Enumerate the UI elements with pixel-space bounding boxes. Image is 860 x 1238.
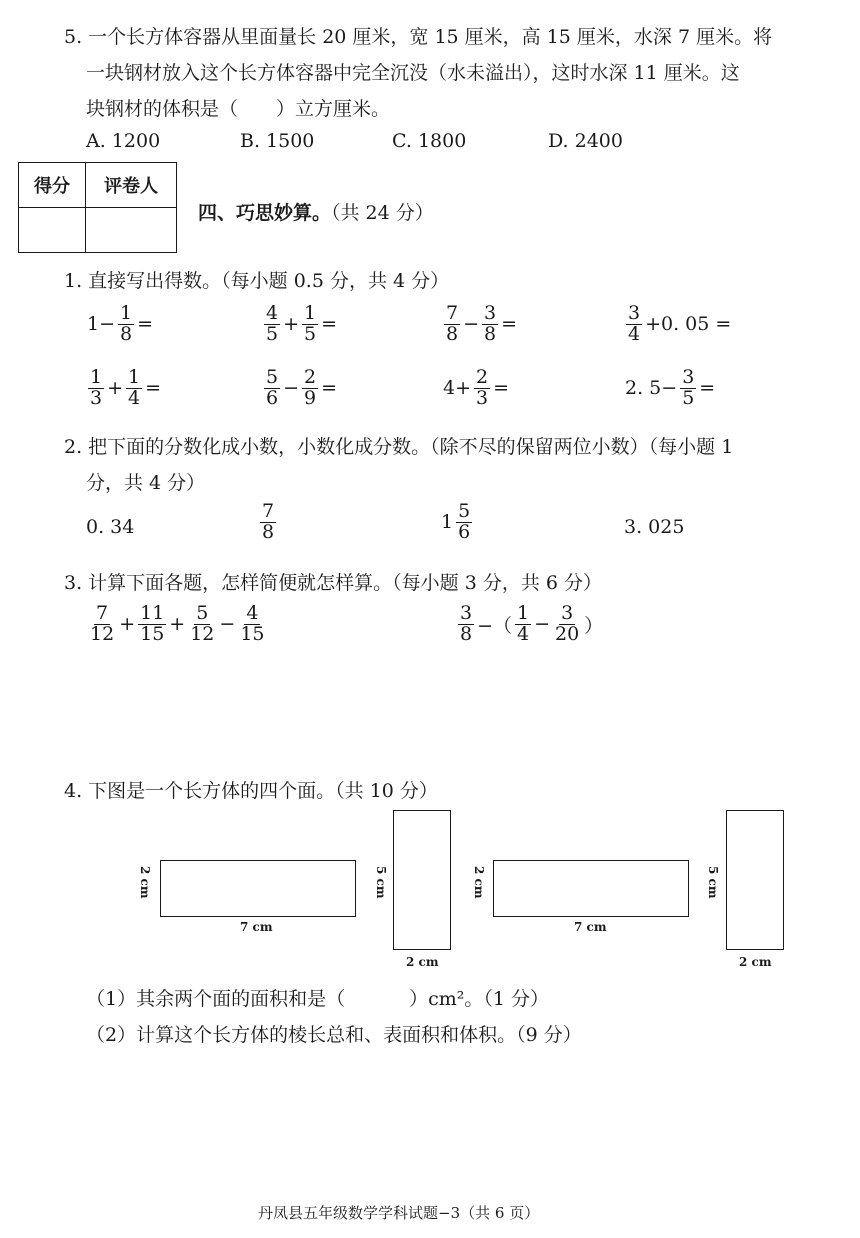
face4-height-label: 5 cm bbox=[706, 866, 720, 899]
p2-item-d: 3. 025 bbox=[624, 516, 685, 538]
q5-option-c: C. 1800 bbox=[392, 130, 467, 152]
p3-expr-2: $\frac{3}{8}$ −（ $\frac{1}{4}$ − $\frac{3}{20}$ ） bbox=[460, 602, 604, 645]
face3-height-label: 2 cm bbox=[472, 866, 486, 899]
grader-cell[interactable] bbox=[86, 208, 177, 253]
p1-item-8: 2. 5− $\frac{3}{5}$ = bbox=[625, 366, 716, 409]
p4-sub2: （2）计算这个长方体的棱长总和、表面积和体积。（9 分） bbox=[86, 1024, 582, 1046]
q5-line3: 块钢材的体积是（ ）立方厘米。 bbox=[86, 98, 391, 120]
p3-expr-1: $\frac{7}{12}$ + $\frac{11}{15}$ + $\frac{5}{12}$ − $\frac{4}{15}$ bbox=[90, 602, 265, 645]
p2-title-line1: 2. 把下面的分数化成小数，小数化成分数。（除不尽的保留两位小数）（每小题 1 bbox=[64, 436, 734, 458]
p2-item-c: 1 $\frac{5}{6}$ bbox=[441, 500, 471, 543]
p1-item-2: $\frac{4}{5}$ + $\frac{1}{5}$ = bbox=[266, 302, 338, 345]
p3-title: 3. 计算下面各题，怎样简便就怎样算。（每小题 3 分，共 6 分） bbox=[64, 572, 603, 594]
p2-item-b: $\frac{7}{8}$ bbox=[262, 500, 275, 543]
p1-item-6: $\frac{5}{6}$ − $\frac{2}{9}$ = bbox=[266, 366, 338, 409]
section-title: 四、巧思妙算。（共 24 分） bbox=[198, 202, 434, 224]
q5-line2: 一块钢材放入这个长方体容器中完全沉没（水未溢出），这时水深 11 厘米。这 bbox=[86, 62, 740, 84]
face4-width-label: 2 cm bbox=[739, 955, 772, 969]
face3-rectangle bbox=[493, 860, 689, 917]
face2-height-label: 5 cm bbox=[374, 866, 388, 899]
face1-height-label: 2 cm bbox=[138, 866, 152, 899]
p2-title-line2: 分，共 4 分） bbox=[86, 472, 206, 494]
p1-item-3: $\frac{7}{8}$ − $\frac{3}{8}$ = bbox=[446, 302, 518, 345]
score-table bbox=[18, 162, 177, 253]
p2-item-a: 0. 34 bbox=[86, 516, 135, 538]
face1-width-label: 7 cm bbox=[240, 920, 273, 934]
face3-width-label: 7 cm bbox=[574, 920, 607, 934]
score-cell[interactable] bbox=[19, 208, 86, 253]
face2-rectangle bbox=[393, 810, 451, 950]
score-header: 得分 bbox=[19, 163, 86, 208]
p4-title: 4. 下图是一个长方体的四个面。（共 10 分） bbox=[64, 780, 438, 802]
page-footer: 丹凤县五年级数学学科试题−3（共 6 页） bbox=[258, 1204, 540, 1222]
face2-width-label: 2 cm bbox=[406, 955, 439, 969]
p1-item-7: 4+ $\frac{2}{3}$ = bbox=[443, 366, 510, 409]
p1-item-5: $\frac{1}{3}$ + $\frac{1}{4}$ = bbox=[90, 366, 162, 409]
p1-item-1: 1− $\frac{1}{8}$ = bbox=[87, 302, 154, 345]
q5-option-b: B. 1500 bbox=[240, 130, 315, 152]
p1-item-4: $\frac{3}{4}$ +0. 05 = bbox=[628, 302, 732, 345]
face1-rectangle bbox=[160, 860, 356, 917]
p1-title: 1. 直接写出得数。（每小题 0.5 分，共 4 分） bbox=[64, 270, 450, 292]
q5-line1: 5. 一个长方体容器从里面量长 20 厘米，宽 15 厘米，高 15 厘米，水深 7 厘米。将 bbox=[64, 26, 773, 48]
p4-sub1: （1）其余两个面的面积和是（ ）cm²。（1 分） bbox=[86, 988, 549, 1010]
face4-rectangle bbox=[726, 810, 784, 950]
grader-header: 评卷人 bbox=[86, 163, 177, 208]
q5-option-a: A. 1200 bbox=[86, 130, 161, 152]
q5-option-d: D. 2400 bbox=[548, 130, 623, 152]
